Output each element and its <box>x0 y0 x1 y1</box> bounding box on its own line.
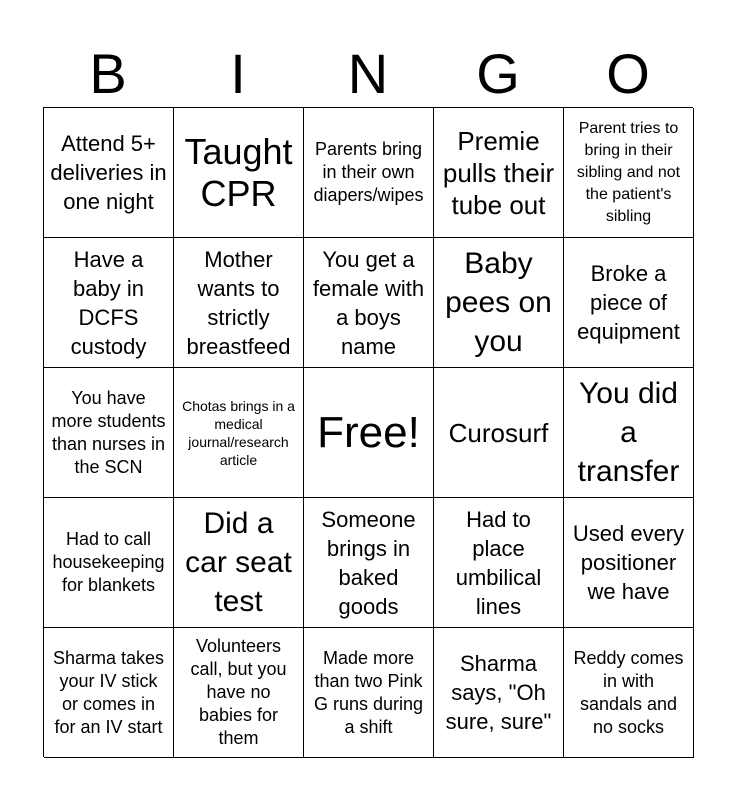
bingo-cell-r1c1[interactable] <box>44 108 174 238</box>
cell-text: Had to place umbilical lines <box>455 506 542 619</box>
cell-text: Had to call housekeeping for blankets <box>52 529 165 595</box>
cell-text: Premie pulls their tube out <box>442 125 555 220</box>
bingo-cell-r3c1[interactable] <box>44 368 174 498</box>
bingo-cell-free-space[interactable] <box>304 368 434 498</box>
header-letter-n: N <box>347 42 389 105</box>
bingo-header <box>43 40 693 108</box>
cell-text: Broke a piece of equipment <box>577 261 680 344</box>
bingo-cell-r4c2[interactable] <box>174 498 304 628</box>
cell-text: Parent tries to bring in their sibling and not the patient's sibling <box>576 119 681 225</box>
cell-text: Made more than two Pink G runs during a shift <box>313 647 424 737</box>
cell-text: Taught CPR <box>184 130 293 214</box>
bingo-cell-r3c5[interactable] <box>564 368 694 498</box>
bingo-cell-r1c4[interactable] <box>434 108 564 238</box>
bingo-cell-r2c1[interactable] <box>44 238 174 368</box>
bingo-cell-r4c5[interactable] <box>564 498 694 628</box>
cell-text: Someone brings in baked goods <box>321 506 416 619</box>
bingo-cell-r3c2[interactable] <box>174 368 304 498</box>
bingo-cell-r4c1[interactable] <box>44 498 174 628</box>
bingo-cell-r5c4[interactable] <box>434 628 564 758</box>
bingo-grid <box>43 107 693 757</box>
bingo-cell-r5c1[interactable] <box>44 628 174 758</box>
bingo-cell-r3c4[interactable] <box>434 368 564 498</box>
cell-text: Mother wants to strictly breastfeed <box>186 246 291 359</box>
cell-text: Reddy comes in with sandals and no socks <box>573 647 684 737</box>
cell-text: Free! <box>317 407 420 457</box>
cell-text: Parents bring in their own diapers/wipes <box>313 139 424 205</box>
bingo-cell-r2c3[interactable] <box>304 238 434 368</box>
header-letter-b: B <box>89 42 127 105</box>
bingo-cell-r5c2[interactable] <box>174 628 304 758</box>
bingo-cell-r1c5[interactable] <box>564 108 694 238</box>
bingo-cell-r4c4[interactable] <box>434 498 564 628</box>
cell-text: You did a transfer <box>577 377 680 488</box>
cell-text: Attend 5+ deliveries in one night <box>50 131 167 214</box>
cell-text: You have more students than nurses in the SCN <box>51 387 166 477</box>
bingo-cell-r2c4[interactable] <box>434 238 564 368</box>
bingo-cell-r2c5[interactable] <box>564 238 694 368</box>
header-letter-g: G <box>476 42 520 105</box>
header-letter-o: O <box>606 42 650 105</box>
cell-text: Sharma says, "Oh sure, sure" <box>445 651 552 734</box>
cell-text: Chotas brings in a medical journal/research article <box>182 397 295 468</box>
bingo-cell-r5c3[interactable] <box>304 628 434 758</box>
cell-text: Used every positioner we have <box>572 521 685 604</box>
bingo-cell-r5c5[interactable] <box>564 628 694 758</box>
cell-text: Did a car seat test <box>185 507 292 618</box>
bingo-cell-r2c2[interactable] <box>174 238 304 368</box>
cell-text: You get a female with a boys name <box>312 246 425 359</box>
bingo-cell-r4c3[interactable] <box>304 498 434 628</box>
cell-text: Baby pees on you <box>445 247 552 358</box>
bingo-cell-r1c3[interactable] <box>304 108 434 238</box>
cell-text: Curosurf <box>448 417 549 448</box>
header-letter-i: I <box>230 42 246 105</box>
cell-text: Have a baby in DCFS custody <box>70 246 147 359</box>
cell-text: Volunteers call, but you have no babies for them <box>190 636 287 748</box>
cell-text: Sharma takes your IV stick or comes in for an IV start <box>52 647 165 737</box>
bingo-cell-r1c2[interactable] <box>174 108 304 238</box>
